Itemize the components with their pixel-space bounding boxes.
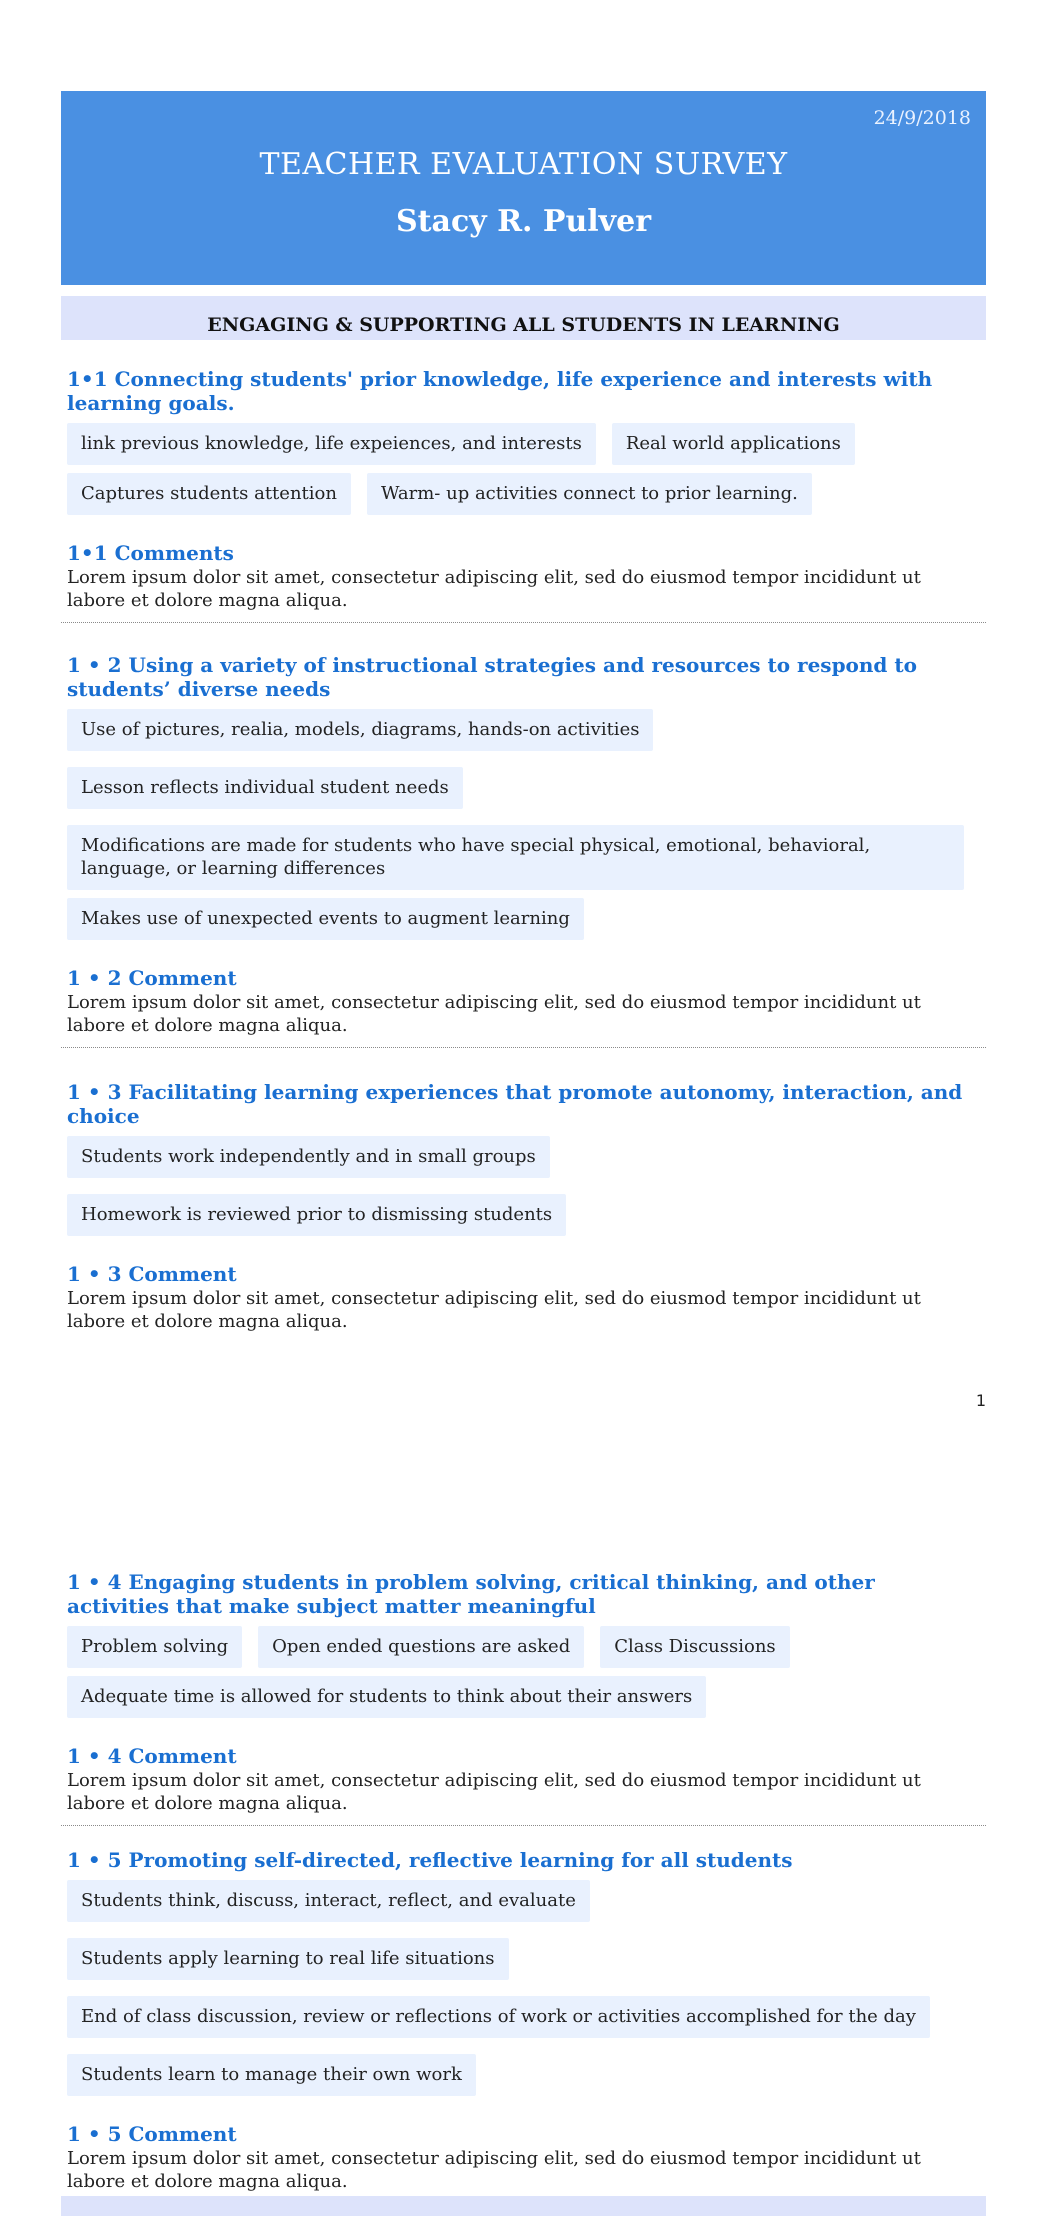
criterion-tag: Students learn to manage their own work	[67, 2054, 476, 2096]
criterion-tag: Use of pictures, realia, models, diagrams, hands-on activities	[67, 709, 653, 751]
criterion-tag: Warm- up activities connect to prior learning.	[367, 473, 812, 515]
criterion-tag: Students think, discuss, interact, reflect, and evaluate	[67, 1880, 590, 1922]
criterion-tag: Modifications are made for students who have special physical, emotional, behavioral, language, or learning differences	[67, 825, 964, 890]
criterion-tag: Homework is reviewed prior to dismissing students	[67, 1194, 566, 1236]
criterion-tag: End of class discussion, review or reflections of work or activities accomplished for the day	[67, 1996, 930, 2038]
criterion-tag: Open ended questions are asked	[258, 1626, 584, 1668]
survey-title: TEACHER EVALUATION SURVEY	[259, 147, 788, 182]
comment-text: Lorem ipsum dolor sit amet, consectetur adipiscing elit, sed do eiusmod tempor incididunt ut labore et dolore magna aliqua.	[67, 2148, 921, 2192]
comment-title: 1•1 Comments	[67, 541, 234, 565]
divider	[61, 1825, 986, 1826]
header-banner	[61, 91, 986, 285]
criterion-1-5	[61, 1848, 986, 2193]
criterion-tags	[67, 1136, 980, 1236]
page-number: 1	[975, 1391, 986, 1410]
comment-title: 1 • 4 Comment	[67, 1744, 237, 1768]
page-1	[61, 91, 986, 1333]
comment-text: Lorem ipsum dolor sit amet, consectetur adipiscing elit, sed do eiusmod tempor incididunt ut labore et dolore magna aliqua.	[67, 1288, 921, 1332]
criterion-tags	[67, 709, 980, 940]
comment-title: 1 • 3 Comment	[67, 1262, 237, 1286]
comment-title: 1 • 5 Comment	[67, 2122, 237, 2146]
criterion-tag: Real world applications	[612, 423, 855, 465]
criterion-tag: Students work independently and in small groups	[67, 1136, 550, 1178]
divider	[61, 622, 986, 623]
page-2	[61, 1570, 986, 2193]
survey-date: 24/9/2018	[873, 107, 971, 129]
comment-title: 1 • 2 Comment	[67, 966, 237, 990]
criterion-tag: Lesson reflects individual student needs	[67, 767, 463, 809]
comment-text: Lorem ipsum dolor sit amet, consectetur adipiscing elit, sed do eiusmod tempor incididunt ut labore et dolore magna aliqua.	[67, 567, 921, 611]
next-section-band	[61, 2196, 986, 2216]
criterion-tags	[67, 1626, 980, 1718]
criterion-1-3	[61, 1080, 986, 1333]
criterion-tag: Problem solving	[67, 1626, 242, 1668]
teacher-name: Stacy R. Pulver	[395, 204, 651, 239]
criterion-1-4	[61, 1570, 986, 1815]
criterion-tags	[67, 1880, 980, 2096]
criterion-tag: Adequate time is allowed for students to think about their answers	[67, 1676, 706, 1718]
criterion-tag: Students apply learning to real life situations	[67, 1938, 509, 1980]
criterion-title: 1•1 Connecting students' prior knowledge, life experience and interests with learning goals.	[67, 367, 933, 415]
criterion-title: 1 • 4 Engaging students in problem solving, critical thinking, and other activities that make subject matter meaningful	[67, 1570, 875, 1618]
criterion-tag: link previous knowledge, life expeiences, and interests	[67, 423, 596, 465]
divider	[61, 1047, 986, 1048]
criterion-title: 1 • 5 Promoting self-directed, reflective learning for all students	[67, 1848, 793, 1872]
criterion-tag: Class Discussions	[600, 1626, 789, 1668]
criterion-tags	[67, 423, 980, 515]
criterion-tag: Makes use of unexpected events to augment learning	[67, 898, 584, 940]
criterion-title: 1 • 3 Facilitating learning experiences that promote autonomy, interaction, and choice	[67, 1080, 963, 1128]
criterion-title: 1 • 2 Using a variety of instructional strategies and resources to respond to students’ diverse needs	[67, 653, 917, 701]
section-title: ENGAGING & SUPPORTING ALL STUDENTS IN LEARNING	[61, 296, 986, 340]
criterion-tag: Captures students attention	[67, 473, 351, 515]
comment-text: Lorem ipsum dolor sit amet, consectetur adipiscing elit, sed do eiusmod tempor incididunt ut labore et dolore magna aliqua.	[67, 992, 921, 1036]
criterion-1-1	[61, 367, 986, 612]
criterion-1-2	[61, 653, 986, 1037]
comment-text: Lorem ipsum dolor sit amet, consectetur adipiscing elit, sed do eiusmod tempor incididunt ut labore et dolore magna aliqua.	[67, 1770, 921, 1814]
